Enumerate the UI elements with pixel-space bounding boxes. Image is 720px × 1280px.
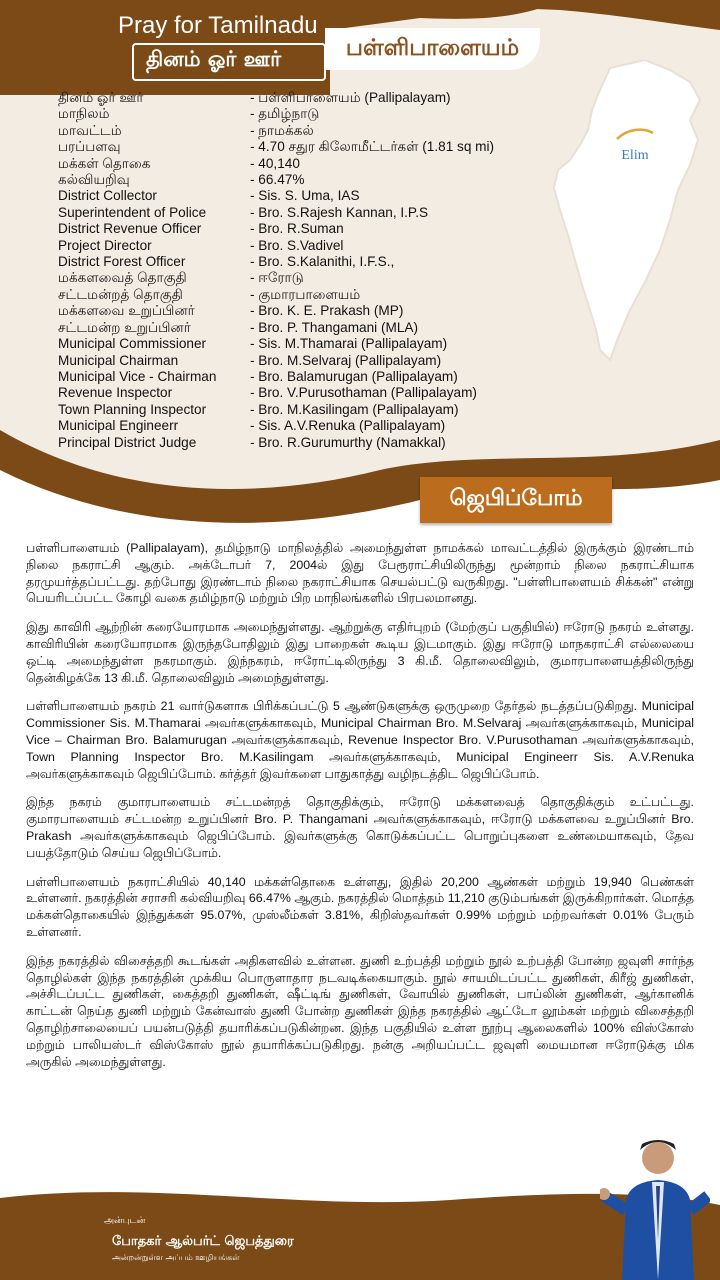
info-row	[58, 435, 494, 451]
info-row	[58, 156, 494, 172]
info-row	[58, 303, 494, 319]
info-key: மக்களவை உறுப்பினர்	[58, 303, 195, 319]
info-row	[58, 287, 494, 303]
article-paragraph: இது காவிரி ஆற்றின் கரையோரமாக அமைந்துள்ளது. ஆற்றுக்கு எதிர்புறம் (மேற்குப் பகுதியில்) ஈரோடு நகரம் உள்ளது. காவிரியின் கரையோரமாக இருந்தபோதிலும் இது பாறைகள் கூடிய இடமாகும். இது ஈரோடு மாநகராட்சி எல்லையை ஒட்டி அமைந்துள்ள நகரமாகும். இந்நகரம், ஈரோட்டிலிருந்து 3 கி.மீ. தொலைவிலும், குமாரபாளையத்திலிருந்து தென்கிழக்கே 13 கி.மீ. தொலைவிலும் அமைந்துள்ளது.	[26, 620, 694, 685]
info-value: - Sis. M.Thamarai (Pallipalayam)	[250, 336, 448, 352]
info-key: District Revenue Officer	[58, 221, 202, 237]
info-row	[58, 418, 494, 434]
elim-logo-text: Elim	[621, 148, 649, 163]
info-value: - Bro. S.Kalanithi, I.F.S.,	[250, 254, 395, 270]
tamilnadu-map-icon	[550, 60, 710, 380]
info-value: - நாமக்கல்	[250, 122, 314, 138]
info-row	[58, 123, 494, 139]
info-row	[58, 320, 494, 336]
info-key: Revenue Inspector	[58, 385, 173, 401]
info-value: - Bro. M.Kasilingam (Pallipalayam)	[250, 401, 459, 417]
info-key: சட்டமன்றத் தொகுதி	[58, 286, 183, 302]
info-key: Municipal Engineerr	[58, 418, 179, 434]
article-paragraph: பள்ளிபாளையம் (Pallipalayam), தமிழ்நாடு மாநிலத்தில் அமைந்துள்ள நாமக்கல் மாவட்டத்தில் இருக்கும் இரண்டாம் நிலை நகராட்சி ஆகும். அக்டோபர் 7, 2004ல் இது பேரூராட்சியிலிருந்து மூன்றாம் நிலை நகராட்சியாக தரமுயர்த்தப்பட்டது. தற்போது இரண்டாம் நிலை நகராட்சியாக செயல்பட்டு வருகிறது. "பள்ளிபாளையம் சிக்கன்" என்று பெயரிடப்பட்ட கோழி வகை தமிழ்நாடு மற்றும் பிற மாநிலங்களில் பிரபலமானது.	[26, 541, 694, 606]
info-value: - Sis. A.V.Renuka (Pallipalayam)	[250, 418, 446, 434]
info-key: District Collector	[58, 188, 157, 204]
series-title: தினம் ஓர் ஊர்	[146, 47, 282, 71]
info-row	[58, 172, 494, 188]
article-paragraph: இந்த நகரம் குமாரபாளையம் சட்டமன்றத் தொகுதிக்கும், ஈரோடு மக்களவைத் தொகுதிக்கும் உட்பட்டது. குமாரபாளையம் சட்டமன்ற உறுப்பினர் Bro. P. Thangamani அவர்களுக்காகவும், ஈரோடு மக்களவை உறுப்பினர் Bro. Prakash அவர்களுக்காகவும் ஜெபிப்போம். இவர்களுக்கு கொடுக்கப்பட்ட பொறுப்புகளை உண்மையாகவும், தேவ பயத்தோடும் செய்ய ஜெபிப்போம்.	[26, 795, 694, 860]
info-value: - Bro. M.Selvaraj (Pallipalayam)	[250, 352, 442, 368]
info-key: மக்களவைத் தொகுதி	[58, 270, 187, 286]
info-value: - Bro. S.Vadivel	[250, 237, 344, 253]
info-row	[58, 90, 494, 106]
info-row	[58, 106, 494, 122]
info-key: கல்வியறிவு	[58, 172, 130, 188]
info-value: - குமாரபாளையம்	[250, 286, 361, 302]
elim-logo	[610, 125, 660, 164]
info-key: மாவட்டம்	[58, 122, 122, 138]
elim-swoosh-icon	[615, 125, 655, 143]
info-row	[58, 254, 494, 270]
info-key: Municipal Chairman	[58, 352, 179, 368]
footer-name: போதகர் ஆல்பர்ட் ஜெபத்துரை	[112, 1234, 294, 1249]
footer-greeting: அன்புடன்	[104, 1216, 146, 1226]
info-key: Municipal Vice - Chairman	[58, 368, 217, 384]
info-value: - தமிழ்நாடு	[250, 106, 320, 122]
info-value: - Bro. Balamurugan (Pallipalayam)	[250, 368, 458, 384]
info-row	[58, 385, 494, 401]
pray-banner: ஜெபிப்போம்	[420, 477, 612, 523]
article-paragraph: பள்ளிபாளையம் நகராட்சியில் 40,140 மக்கள்தொகை உள்ளது, இதில் 20,200 ஆண்கள் மற்றும் 19,940 பெண்கள் உள்ளனர். நகரத்தின் சராசரி கல்வியறிவு 66.47% ஆகும். நகரத்தில் மொத்தம் 11,210 குடும்பங்கள் இருக்கிறார்கள். மொத்த மக்கள்தொகையில் இந்துக்கள் 95.07%, முஸ்லீம்கள் 3.81%, கிறிஸ்தவர்கள் 0.99% மற்றும் மற்றவர்கள் 0.01% பேரும் உள்ளனர்.	[26, 874, 694, 939]
footer-tagline: அன்றன்றுள்ள அப்பம் ஊழியங்கள்	[112, 1253, 240, 1262]
info-row	[58, 369, 494, 385]
town-info-list	[58, 90, 494, 451]
pastor-photo	[600, 1130, 710, 1280]
info-value: - Sis. S. Uma, IAS	[250, 188, 360, 204]
town-title: பள்ளிபாளையம்	[325, 28, 540, 70]
info-key: தினம் ஓர் ஊர்	[58, 90, 144, 105]
info-row	[58, 402, 494, 418]
info-key: Town Planning Inspector	[58, 401, 207, 417]
info-key: மாநிலம்	[58, 106, 110, 122]
info-key: Principal District Judge	[58, 434, 197, 450]
info-value: - 66.47%	[250, 172, 305, 188]
info-key: Superintendent of Police	[58, 204, 207, 220]
info-value: - Bro. S.Rajesh Kannan, I.P.S	[250, 204, 429, 220]
info-row	[58, 238, 494, 254]
info-row	[58, 188, 494, 204]
info-row	[58, 221, 494, 237]
info-key: Project Director	[58, 237, 152, 253]
info-key: Municipal Commissioner	[58, 336, 207, 352]
info-key: சட்டமன்ற உறுப்பினர்	[58, 319, 191, 335]
info-value: - Bro. K. E. Prakash (MP)	[250, 303, 404, 319]
info-row	[58, 353, 494, 369]
info-value: - Bro. V.Purusothaman (Pallipalayam)	[250, 385, 477, 401]
info-row	[58, 205, 494, 221]
info-value: - Bro. R.Gurumurthy (Namakkal)	[250, 434, 446, 450]
info-value: - பள்ளிபாளையம் (Pallipalayam)	[250, 90, 451, 105]
info-value: - 40,140	[250, 155, 300, 171]
info-key: District Forest Officer	[58, 254, 186, 270]
info-key: மக்கள் தொகை	[58, 155, 151, 171]
info-key: பரப்பளவு	[58, 139, 121, 155]
article-body	[26, 540, 694, 1082]
info-row	[58, 270, 494, 286]
info-value: - Bro. R.Suman	[250, 221, 344, 237]
info-value: - Bro. P. Thangamani (MLA)	[250, 319, 418, 335]
article-paragraph: பள்ளிபாளையம் நகரம் 21 வார்டுகளாக பிரிக்கப்பட்டு 5 ஆண்டுகளுக்கு ஒருமுறை தேர்தல் நடத்தப்படுகிறது. Municipal Commissioner Sis. M.Thamarai அவர்களுக்காகவும், Municipal Chairman Bro. M.Selvaraj அவர்களுக்காகவும், Municipal Vice – Chairman Bro. Balamurugan அவர்களுக்காகவும், Revenue Inspector Bro. V.Purusothaman அவர்களுக்காகவும், Town Planning Inspector Bro. M.Kasilingam அவர்களுக்காகவும், Municipal Engineerr Sis. A.V.Renuka அவர்களுக்காகவும் ஜெபிப்போம். கர்த்தர் இவர்களை பாதுகாத்து வழிநடத்திட ஜெபிப்போம்.	[26, 699, 694, 781]
article-paragraph: இந்த நகரத்தில் விசைத்தறி கூடங்கள் அதிகளவில் உள்ளன. துணி உற்பத்தி மற்றும் நூல் உற்பத்தி போன்ற ஜவுளி சார்ந்த தொழில்கள் இந்த நகரத்தின் முக்கிய பொருளாதார நடவடிக்கையாகும். நூல் சாயமிடப்பட்ட துணிகள், கிரீஜ் துணிகள், அச்சிடப்பட்ட துணிகள், கைத்தறி துணிகள், ஷீட்டிங் துணிகள், வோயில் துணிகள், பாப்லின் துணிகள், ஆர்கானிக் காட்டன் நெய்த துணி மற்றும் கேன்வாஸ் துணி போன்ற துணிகள் இந்த நகரத்தில் ஆட்டோ லூம்கள் மற்றும் விசைத்தறி தொழிற்சாலையைப் பயன்படுத்தி தயாரிக்கப்படுகின்றன. இந்த பகுதியில் உள்ள நூற்பு ஆலைகளில் 100% விஸ்கோஸ் மற்றும் பாலியஸ்டர் விஸ்கோஸ் நூல் தயாரிக்கப்படுகிறது. நன்கு அறியப்பட்ட ஜவுளி மையமான ஈரோடுக்கு மிக அருகில் அமைந்துள்ளது.	[26, 953, 694, 1069]
campaign-title: Pray for Tamilnadu	[118, 12, 318, 39]
info-row	[58, 336, 494, 352]
info-row	[58, 139, 494, 155]
info-value: - 4.70 சதுர கிலோமீட்டர்கள் (1.81 sq mi)	[250, 139, 495, 155]
info-value: - ஈரோடு	[250, 270, 304, 286]
